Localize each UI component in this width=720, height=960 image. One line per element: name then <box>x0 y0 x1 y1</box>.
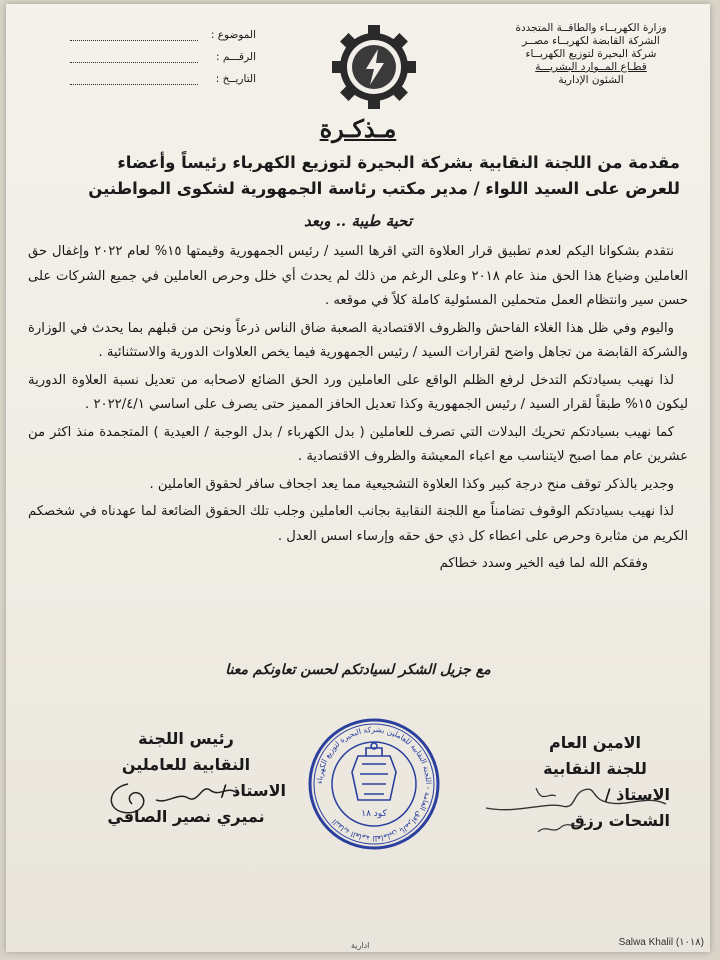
stamp-code: كود ١٨ <box>361 809 387 819</box>
paragraph: واليوم وفي ظل هذا الغلاء الفاحش والظروف الاقتصادية الصعبة ضاق الناس ذرعاً ونحن من قبلهم بما يحدث في الوزارة والشركة القابضة من تجاهل واضح لقرارات السيد / رئيس الجمهورية فيما يخص العلاوات الدورية والاستثنائية . <box>28 320 688 360</box>
org-line: شركة البحيرة لتوزيع الكهربــاء <box>525 48 657 60</box>
sig-name: نميري نصير الصافي <box>107 807 265 826</box>
closing-line: مع جزيل الشكر لسيادتكم لحسن تعاونكم معنا <box>225 662 491 678</box>
memo-subject <box>36 150 680 202</box>
org-line: الشئون الإدارية <box>558 74 624 86</box>
stamp-ring-text: النقابة العامة للعاملين بالمرافق العامة - اللجنة النقابية للعاملين بشركة البحيرة لتوزيع الكهرباء <box>314 724 434 844</box>
company-logo <box>331 24 417 110</box>
subject-dots <box>70 30 198 41</box>
paragraph: وجدير بالذكر توقف منح درجة كبير وكذا العلاوة التشجيعية مما يعد اجحاف سافر لحقوق العاملين . <box>149 476 674 492</box>
sig-title: رئيس اللجنة <box>138 729 234 748</box>
sig-name: الشحات رزق <box>570 811 670 830</box>
footer-mini: ادارية <box>351 941 370 950</box>
number-field <box>66 46 256 68</box>
header-fields <box>66 24 256 90</box>
subject-line: للعرض على السيد اللواء / مدير مكتب رئاسة الجمهورية لشكوى المواطنين <box>88 179 680 198</box>
subject-field <box>66 24 256 46</box>
number-label: الرقـــم : <box>215 51 256 63</box>
org-line: قطـاع المــوارد البشريـــة <box>535 61 647 73</box>
org-line: الشركة القابضة لكهربــاء مصــر <box>522 35 660 47</box>
greeting: تحية طيبة .. وبعد <box>303 212 413 230</box>
number-dots <box>70 52 198 63</box>
date-dots <box>70 74 198 85</box>
sig-prefix: الاستاذ / <box>604 785 670 804</box>
handwritten-signature-left <box>98 774 248 824</box>
paragraph: كما نهيب بسيادتكم تحريك البدلات التي تصرف للعاملين ( بدل الكهرباء / بدل الوجبة / العيدية ) المتجمدة منذ اكثر من عشرين عام مما اصبح لايتناسب مع اعباء المعيشة والظروف الاقتصادية . <box>28 424 688 464</box>
date-label: التاريــخ : <box>215 73 256 85</box>
subject-label: الموضوع : <box>210 29 256 41</box>
handwritten-signature-right <box>476 774 676 844</box>
paragraph: نتقدم بشكوانا اليكم لعدم تطبيق قرار العلاوة التي اقرها السيد / رئيس الجمهورية وقيمتها ١٥% لعام ٢٠٢٢ وإغفال حق العاملين وضياع هذا الحق منذ عام ٢٠١٨ وعلى الرغم من ذلك لم يحدث أي خلل وحرص العاملين في جميع الشركات على حسن سير وانتظام العمل متحملين المسئولية كاملة كلاً في موقعه . <box>28 244 688 308</box>
subject-line: مقدمة من اللجنة النقابية بشركة البحيرة لتوزيع الكهرباء رئيساً وأعضاء <box>117 153 680 172</box>
sig-title: للجنة النقابية <box>543 759 647 778</box>
sig-title: الامين العام <box>548 733 642 752</box>
sig-prefix: الاستاذ / <box>220 781 286 800</box>
document-page <box>6 4 710 952</box>
paragraph: وفقكم الله لما فيه الخير وسدد خطاكم <box>439 556 648 571</box>
org-header <box>486 22 696 87</box>
union-stamp <box>306 716 442 852</box>
paragraph: لذا نهيب بسيادتكم الوقوف تضامناً مع اللجنة النقابية بجانب العاملين وجلب تلك الحقوق الضائعة لما عهدناه في شخصكم الكريم من مثابرة وحرص على اعطاء كل ذي حق حقه وإرساء اسس العدل . <box>28 504 688 544</box>
memo-title: مـذكـرة <box>319 114 397 143</box>
paragraph: لذا نهيب بسيادتكم التدخل لرفع الظلم الواقع على العاملين ورد الحق الضائع لاصحابه من تعديل نسبة العلاوة الدورية ليكون ١٥% طبقاً لقرار السيد / رئيس الجمهورية وكذا تعديل الحافز المميز حتى يصرف على اساسي ٢٠٢٢/٤/١ . <box>28 372 688 412</box>
sig-title: النقابية للعاملين <box>121 755 251 774</box>
org-line: وزارة الكهربــاء والطاقــة المتجددة <box>515 22 667 34</box>
footer-author: Salwa Khalil (١٠١٨) <box>618 937 704 948</box>
memo-body <box>28 240 688 580</box>
date-field <box>66 68 256 90</box>
